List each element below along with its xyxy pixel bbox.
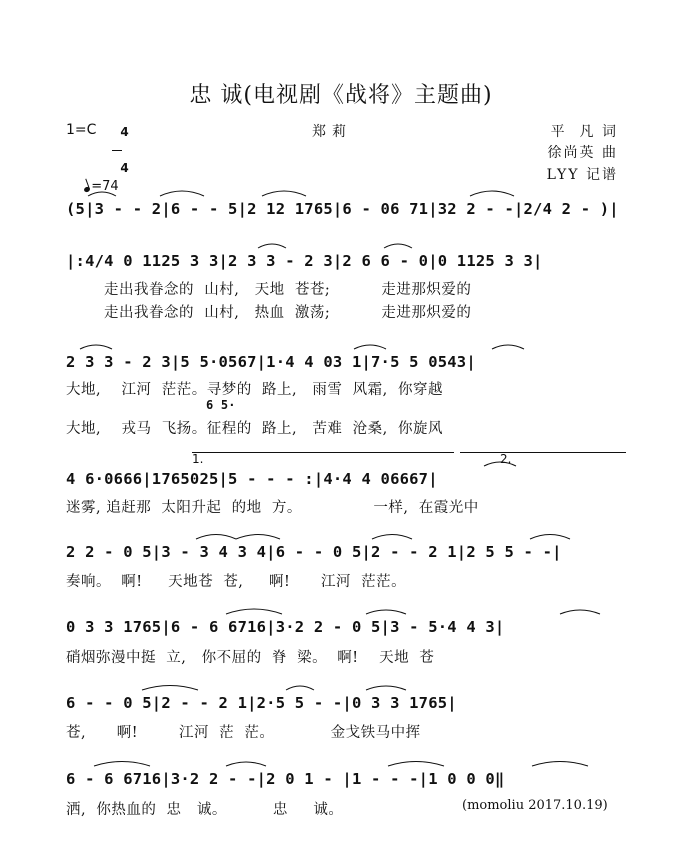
- slur-23: [388, 762, 444, 767]
- lyric-row-4: 迷雾, 追赶那 太阳升起 的地 方。 一样, 在霞光中: [66, 500, 479, 516]
- slur-4: [470, 191, 514, 196]
- slur-19: [286, 686, 314, 690]
- notation-row-5: 2 2 - 0 5|3 - 3 4 3 4|6 - - 0 5|2 - - 2 1|2 5 5 - -|: [66, 543, 562, 561]
- slur-12: [236, 535, 280, 540]
- key-signature: 1=C: [66, 122, 97, 138]
- transcription-signature: (momoliu 2017.10.19): [462, 798, 608, 813]
- second-ending-label: 2.: [500, 452, 512, 466]
- notation-row-1: (5|3 - - 2|6 - - 5|2 12 1765|6 - 06 71|32 2 - -|2/4 2 - )|: [66, 200, 619, 218]
- notation-row-7: 6 - - 0 5|2 - - 2 1|2·5 5 - -|0 3 3 1765|: [66, 694, 457, 712]
- slur-10: [484, 462, 516, 466]
- tempo-value: =74: [91, 179, 119, 194]
- notation-row-6: 0 3 3 1765|6 - 6 6716|3·2 2 - 0 5|3 - 5·4 4 3|: [66, 618, 505, 636]
- slur-22: [226, 762, 266, 766]
- lyric-row-6: 硝烟弥漫中挺 立, 你不屈的 脊 梁。 啊! 天地 苍: [66, 650, 435, 666]
- notation-row-3-alt: 6 5·: [206, 398, 236, 412]
- composer-credit: 徐尚英 曲: [547, 145, 618, 161]
- slur-5: [258, 244, 286, 248]
- slur-1: [88, 192, 116, 196]
- notation-row-4: 4 6·0666|1765025|5 - - - :|4·4 4 06667|: [66, 470, 438, 488]
- slur-3: [262, 191, 306, 196]
- slur-2: [160, 191, 204, 196]
- slur-7: [80, 345, 112, 349]
- time-signature-top: 4: [120, 125, 129, 139]
- slur-14: [530, 535, 570, 540]
- lyricist-credit: 平 凡 词: [550, 124, 618, 140]
- slur-8: [354, 345, 386, 349]
- slur-15: [226, 609, 282, 614]
- slur-21: [94, 762, 150, 767]
- notation-row-2: |:4/4 0 1125 3 3|2 3 3 - 2 3|2 6 6 - 0|0 1125 3 3|: [66, 252, 543, 270]
- song-title: 忠 诚(电视剧《战将》主题曲): [189, 83, 493, 108]
- slur-24: [532, 762, 588, 767]
- notation-row-3: 2 3 3 - 2 3|5 5·0567|1·4 4 03 1|7·5 5 0543|: [66, 353, 476, 371]
- lyric-row-3-verse-2: 大地, 戎马 飞扬。征程的 路上, 苦难 沧桑, 你旋风: [66, 421, 443, 437]
- transcriber-credit: LYY 记谱: [546, 167, 618, 183]
- singer: 郑莉: [312, 124, 352, 140]
- slur-9: [492, 345, 524, 349]
- notation-row-8: 6 - 6 6716|3·2 2 - -|2 0 1 - |1 - - -|1 0 0 0‖: [66, 770, 505, 788]
- lyric-row-5: 奏响。 啊! 天地苍 苍, 啊! 江河 茫茫。: [66, 574, 407, 590]
- slur-20: [366, 686, 406, 690]
- lyric-row-2-verse-1: 走出我眷念的 山村, 天地 苍苍; 走进那炽爱的: [104, 282, 472, 298]
- lyric-row-7: 苍, 啊! 江河 茫 茫。 金戈铁马中挥: [66, 725, 421, 741]
- lyric-row-8: 洒, 你热血的 忠 诚。 忠 诚。: [66, 802, 344, 818]
- slur-16: [366, 610, 406, 614]
- slur-6: [384, 244, 412, 248]
- slur-13: [372, 535, 412, 540]
- lyric-row-2-verse-2: 走出我眷念的 山村, 热血 激荡; 走进那炽爱的: [104, 305, 472, 321]
- slur-17: [560, 610, 600, 614]
- lyric-row-3-verse-1: 大地, 江河 茫茫。寻梦的 路上, 雨雪 风霜, 你穿越: [66, 382, 443, 398]
- time-signature-bottom: 4: [120, 161, 129, 175]
- slur-18: [142, 686, 198, 691]
- first-ending-label: 1.: [192, 452, 204, 466]
- slur-11: [196, 535, 236, 540]
